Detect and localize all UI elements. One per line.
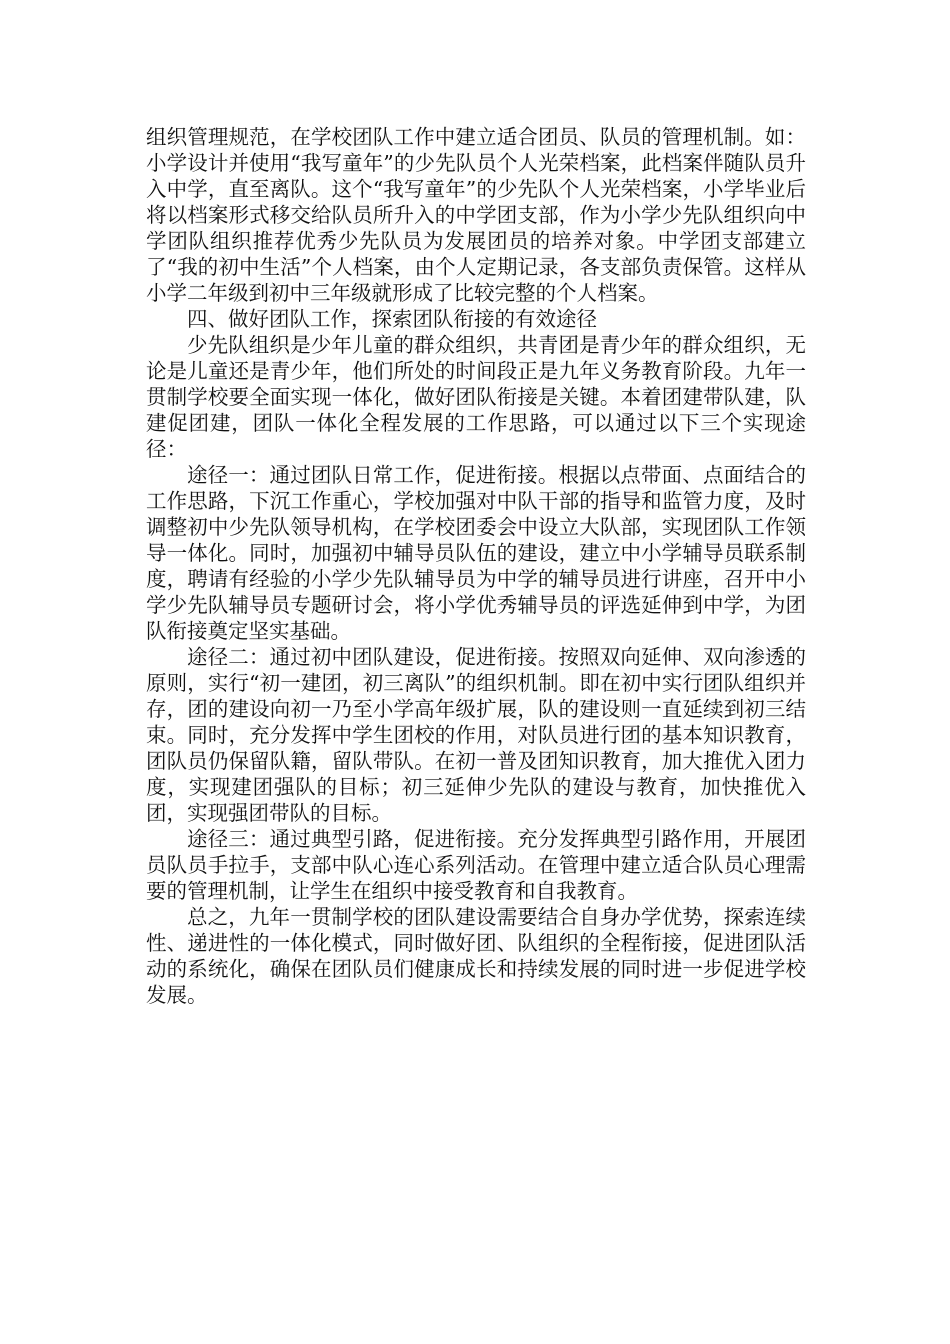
paragraph-conclusion: 总之，九年一贯制学校的团队建设需要结合自身办学优势，探索连续性、递进性的一体化模式，同时做好团、队组织的全程衔接，促进团队活动的系统化，确保在团队员们健康成长和持续发展的同时进一步促进学校发展。 bbox=[146, 905, 806, 1007]
section-heading-four: 四、做好团队工作，探索团队衔接的有效途径 bbox=[187, 307, 597, 331]
paragraph-approach-two: 途径二：通过初中团队建设，促进衔接。按照双向延伸、双向渗透的原则，实行“初一建团，初三离队”的组织机制。即在初中实行团队组织并存，团的建设向初一乃至小学高年级扩展，队的建设则一直延续到初三结束。同时，充分发挥中学生团校的作用，对队员进行团的基本知识教育，团队员仍保留队籍，留队带队。在初一普及团知识教育，加大推优入团力度，实现建团强队的目标；初三延伸少先队的建设与教育，加快推优入团，实现强团带队的目标。 bbox=[146, 645, 806, 825]
paragraph-approach-three: 途径三：通过典型引路，促进衔接。充分发挥典型引路作用，开展团员队员手拉手，支部中队心连心系列活动。在管理中建立适合队员心理需要的管理机制，让学生在组织中接受教育和自我教育。 bbox=[146, 827, 806, 903]
paragraph-approach-one: 途径一：通过团队日常工作，促进衔接。根据以点带面、点面结合的工作思路，下沉工作重心，学校加强对中队干部的指导和监管力度，及时调整初中少先队领导机构，在学校团委会中设立大队部，实现团队工作领导一体化。同时，加强初中辅导员队伍的建设，建立中小学辅导员联系制度，聘请有经验的小学少先队辅导员为中学的辅导员进行讲座，召开中小学少先队辅导员专题研讨会，将小学优秀辅导员的评选延伸到中学，为团队衔接奠定坚实基础。 bbox=[146, 463, 806, 643]
paragraph-organization-intro: 少先队组织是少年儿童的群众组织，共青团是青少年的群众组织，无论是儿童还是青少年，他们所处的时间段正是九年义务教育阶段。九年一贯制学校要全面实现一体化，做好团队衔接是关键。本着团建带队建，队建促团建，团队一体化全程发展的工作思路，可以通过以下三个实现途径： bbox=[146, 333, 806, 461]
document-body bbox=[146, 124, 806, 1008]
paragraph-management-archive: 组织管理规范，在学校团队工作中建立适合团员、队员的管理机制。如：小学设计并使用“我写童年”的少先队员个人光荣档案，此档案伴随队员升入中学，直至离队。这个“我写童年”的少先队个人光荣档案，小学毕业后将以档案形式移交给队员所升入的中学团支部，作为小学少先队组织向中学团队组织推荐优秀少先队员为发展团员的培养对象。中学团支部建立了“我的初中生活”个人档案，由个人定期记录，各支部负责保管。这样从小学二年级到初中三年级就形成了比较完整的个人档案。 bbox=[146, 125, 806, 305]
